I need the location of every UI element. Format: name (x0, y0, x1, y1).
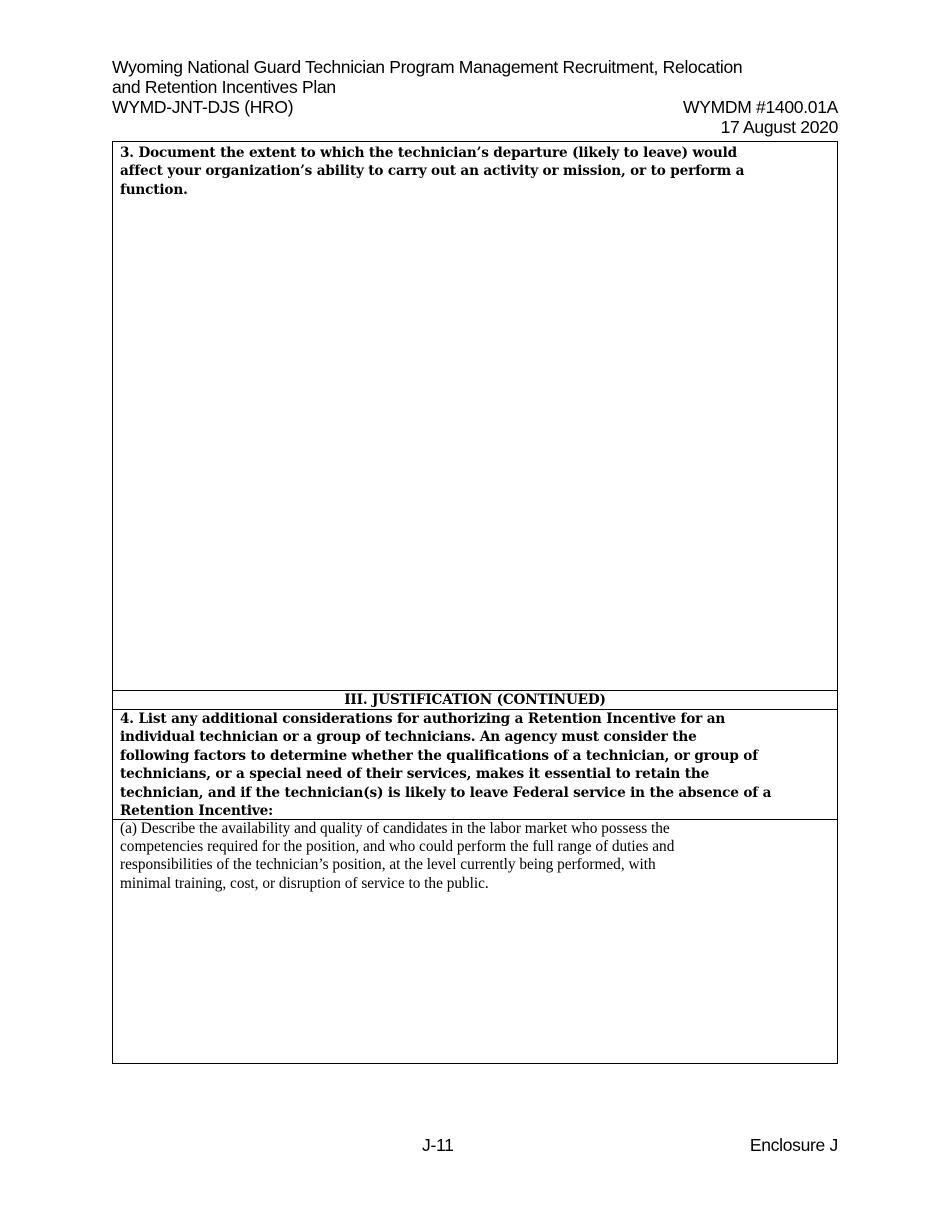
header-title-line: Wyoming National Guard Technician Program Management Recruitment, Relocation (112, 57, 743, 77)
page-footer (112, 1135, 838, 1157)
page-header (112, 57, 838, 137)
header-office: WYMD-JNT-DJS (HRO) (112, 97, 294, 117)
item-3-field[interactable] (113, 142, 837, 690)
item-4-text: 4. List any additional considerations for authorizing a Retention Incentive for an (120, 711, 726, 727)
item-4a-field[interactable] (113, 819, 837, 1063)
item-4a-text: minimal training, cost, or disruption of service to the public. (120, 874, 489, 892)
item-4-text: following factors to determine whether the qualifications of a technician, or group of (120, 747, 758, 764)
item-4a-text: competencies required for the position, and who could perform the full range of duties and (120, 838, 675, 856)
header-title-line: and Retention Incentives Plan (112, 77, 336, 97)
form-table (112, 141, 838, 1064)
item-3-text: affect your organization’s ability to carry out an activity or mission, or to perform a (120, 163, 745, 180)
item-4a-text: (a) Describe the availability and quality of candidates in the labor market who possess the (120, 820, 670, 837)
item-4-text: technician, and if the technician(s) is likely to leave Federal service in the absence of a (120, 784, 772, 801)
item-4-text: individual technician or a group of technicians. An agency must consider the (120, 729, 697, 746)
item-3-text: 3. Document the extent to which the technician’s departure (likely to leave) would (120, 145, 738, 161)
item-4-text: technicians, or a special need of their services, makes it essential to retain the (120, 766, 710, 783)
header-date: 17 August 2020 (720, 117, 838, 137)
enclosure-label: Enclosure J (749, 1135, 838, 1155)
item-4-text-block (113, 709, 837, 819)
item-3-text: function. (120, 181, 188, 198)
page-number: J-11 (422, 1135, 454, 1155)
item-4-text: Retention Incentive: (120, 803, 273, 820)
header-doc-number: WYMDM #1400.01A (682, 97, 838, 117)
section-heading: III. JUSTIFICATION (CONTINUED) (113, 690, 837, 709)
item-4a-text: responsibilities of the technician’s position, at the level currently being performed, with (120, 856, 656, 874)
